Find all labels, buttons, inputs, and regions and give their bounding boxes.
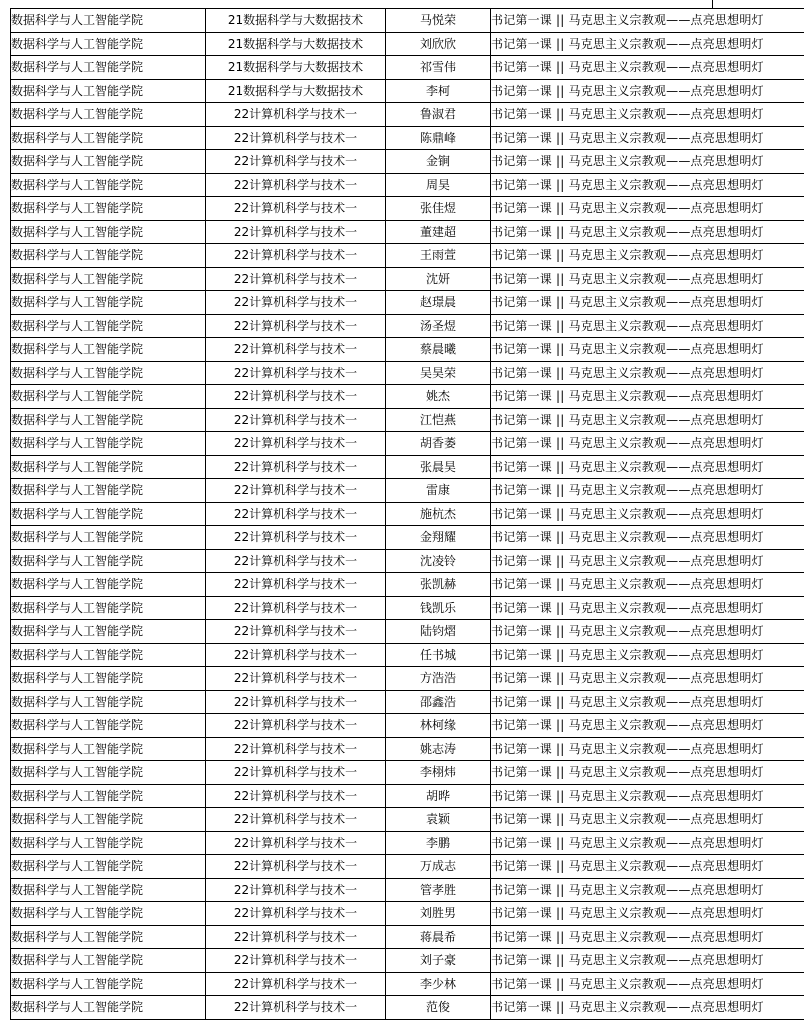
college-cell[interactable]: 数据科学与人工智能学院	[11, 831, 206, 855]
table-row	[11, 502, 804, 526]
class-cell[interactable]: 22计算机科学与技术一	[206, 502, 386, 526]
table-row	[11, 667, 804, 691]
table-row	[11, 549, 804, 573]
student-name-cell[interactable]: 陈鼎峰	[386, 126, 491, 150]
student-name-cell[interactable]: 王雨萱	[386, 244, 491, 268]
student-name-cell[interactable]: 张佳煜	[386, 197, 491, 221]
student-name-cell[interactable]: 张凯赫	[386, 573, 491, 597]
student-name-cell[interactable]: 金锏	[386, 150, 491, 174]
course-cell[interactable]: 书记第一课 || 马克思主义宗教观——点亮思想明灯	[491, 479, 804, 503]
course-cell[interactable]: 书记第一课 || 马克思主义宗教观——点亮思想明灯	[491, 972, 804, 996]
student-name-cell[interactable]: 姚杰	[386, 385, 491, 409]
class-cell[interactable]: 21数据科学与大数据技术	[206, 32, 386, 56]
table-row	[11, 620, 804, 644]
class-cell[interactable]: 22计算机科学与技术一	[206, 455, 386, 479]
class-cell[interactable]: 22计算机科学与技术一	[206, 479, 386, 503]
college-cell[interactable]: 数据科学与人工智能学院	[11, 667, 206, 691]
college-cell[interactable]: 数据科学与人工智能学院	[11, 9, 206, 33]
course-cell[interactable]: 书记第一课 || 马克思主义宗教观——点亮思想明灯	[491, 620, 804, 644]
course-cell[interactable]: 书记第一课 || 马克思主义宗教观——点亮思想明灯	[491, 596, 804, 620]
student-name-cell[interactable]: 方浩浩	[386, 667, 491, 691]
table-row	[11, 996, 804, 1020]
table-row	[11, 761, 804, 785]
class-cell[interactable]: 22计算机科学与技术一	[206, 784, 386, 808]
student-name-cell[interactable]: 沈凌铃	[386, 549, 491, 573]
class-cell[interactable]: 22计算机科学与技术一	[206, 620, 386, 644]
class-cell[interactable]: 22计算机科学与技术一	[206, 385, 386, 409]
college-cell[interactable]: 数据科学与人工智能学院	[11, 502, 206, 526]
course-cell[interactable]: 书记第一课 || 马克思主义宗教观——点亮思想明灯	[491, 361, 804, 385]
course-cell[interactable]: 书记第一课 || 马克思主义宗教观——点亮思想明灯	[491, 949, 804, 973]
course-cell[interactable]: 书记第一课 || 马克思主义宗教观——点亮思想明灯	[491, 643, 804, 667]
student-name-cell[interactable]: 任书城	[386, 643, 491, 667]
course-cell[interactable]: 书记第一课 || 马克思主义宗教观——点亮思想明灯	[491, 385, 804, 409]
course-cell[interactable]: 书记第一课 || 马克思主义宗教观——点亮思想明灯	[491, 220, 804, 244]
student-name-cell[interactable]: 胡香萎	[386, 432, 491, 456]
college-cell[interactable]: 数据科学与人工智能学院	[11, 267, 206, 291]
table-row	[11, 79, 804, 103]
class-cell[interactable]: 22计算机科学与技术一	[206, 150, 386, 174]
student-name-cell[interactable]: 陆钧熠	[386, 620, 491, 644]
table-row	[11, 103, 804, 127]
class-cell[interactable]: 22计算机科学与技术一	[206, 996, 386, 1020]
class-cell[interactable]: 22计算机科学与技术一	[206, 690, 386, 714]
college-cell[interactable]: 数据科学与人工智能学院	[11, 291, 206, 315]
course-cell[interactable]: 书记第一课 || 马克思主义宗教观——点亮思想明灯	[491, 902, 804, 926]
class-cell[interactable]: 22计算机科学与技术一	[206, 314, 386, 338]
table-row	[11, 972, 804, 996]
course-cell[interactable]: 书记第一课 || 马克思主义宗教观——点亮思想明灯	[491, 79, 804, 103]
class-cell[interactable]: 22计算机科学与技术一	[206, 126, 386, 150]
class-cell[interactable]: 22计算机科学与技术一	[206, 244, 386, 268]
course-cell[interactable]: 书记第一课 || 马克思主义宗教观——点亮思想明灯	[491, 761, 804, 785]
course-cell[interactable]: 书记第一课 || 马克思主义宗教观——点亮思想明灯	[491, 808, 804, 832]
student-name-cell[interactable]: 刘胜男	[386, 902, 491, 926]
class-cell[interactable]: 22计算机科学与技术一	[206, 220, 386, 244]
course-cell[interactable]: 书记第一课 || 马克思主义宗教观——点亮思想明灯	[491, 714, 804, 738]
course-cell[interactable]: 书记第一课 || 马克思主义宗教观——点亮思想明灯	[491, 56, 804, 80]
class-cell[interactable]: 22计算机科学与技术一	[206, 643, 386, 667]
student-name-cell[interactable]: 马悦荣	[386, 9, 491, 33]
class-cell[interactable]: 22计算机科学与技术一	[206, 878, 386, 902]
table-row	[11, 479, 804, 503]
table-row	[11, 267, 804, 291]
course-cell[interactable]: 书记第一课 || 马克思主义宗教观——点亮思想明灯	[491, 267, 804, 291]
class-cell[interactable]: 22计算机科学与技术一	[206, 902, 386, 926]
table-row	[11, 220, 804, 244]
table-row	[11, 361, 804, 385]
student-name-cell[interactable]: 袁颖	[386, 808, 491, 832]
college-cell[interactable]: 数据科学与人工智能学院	[11, 56, 206, 80]
course-cell[interactable]: 书记第一课 || 马克思主义宗教观——点亮思想明灯	[491, 831, 804, 855]
class-cell[interactable]: 22计算机科学与技术一	[206, 173, 386, 197]
student-name-cell[interactable]: 邵鑫浩	[386, 690, 491, 714]
class-cell[interactable]: 22计算机科学与技术一	[206, 925, 386, 949]
class-cell[interactable]: 22计算机科学与技术一	[206, 103, 386, 127]
table-row	[11, 573, 804, 597]
college-cell[interactable]: 数据科学与人工智能学院	[11, 620, 206, 644]
college-cell[interactable]: 数据科学与人工智能学院	[11, 408, 206, 432]
student-name-cell[interactable]: 周昊	[386, 173, 491, 197]
table-row	[11, 197, 804, 221]
college-cell[interactable]: 数据科学与人工智能学院	[11, 526, 206, 550]
class-cell[interactable]: 22计算机科学与技术一	[206, 549, 386, 573]
student-name-cell[interactable]: 李少林	[386, 972, 491, 996]
student-name-cell[interactable]: 李栩炜	[386, 761, 491, 785]
student-name-cell[interactable]: 林柯缘	[386, 714, 491, 738]
class-cell[interactable]: 22计算机科学与技术一	[206, 855, 386, 879]
course-cell[interactable]: 书记第一课 || 马克思主义宗教观——点亮思想明灯	[491, 573, 804, 597]
course-cell[interactable]: 书记第一课 || 马克思主义宗教观——点亮思想明灯	[491, 126, 804, 150]
student-name-cell[interactable]: 沈妍	[386, 267, 491, 291]
college-cell[interactable]: 数据科学与人工智能学院	[11, 714, 206, 738]
college-cell[interactable]: 数据科学与人工智能学院	[11, 432, 206, 456]
course-cell[interactable]: 书记第一课 || 马克思主义宗教观——点亮思想明灯	[491, 338, 804, 362]
table-row	[11, 784, 804, 808]
class-cell[interactable]: 22计算机科学与技术一	[206, 831, 386, 855]
college-cell[interactable]: 数据科学与人工智能学院	[11, 338, 206, 362]
college-cell[interactable]: 数据科学与人工智能学院	[11, 385, 206, 409]
college-cell[interactable]: 数据科学与人工智能学院	[11, 596, 206, 620]
class-cell[interactable]: 22计算机科学与技术一	[206, 408, 386, 432]
college-cell[interactable]: 数据科学与人工智能学院	[11, 314, 206, 338]
class-cell[interactable]: 22计算机科学与技术一	[206, 432, 386, 456]
college-cell[interactable]: 数据科学与人工智能学院	[11, 996, 206, 1020]
course-cell[interactable]: 书记第一课 || 马克思主义宗教观——点亮思想明灯	[491, 996, 804, 1020]
table-row	[11, 291, 804, 315]
college-cell[interactable]: 数据科学与人工智能学院	[11, 784, 206, 808]
student-name-cell[interactable]: 施杭杰	[386, 502, 491, 526]
student-name-cell[interactable]: 管孝胜	[386, 878, 491, 902]
table-row	[11, 385, 804, 409]
course-cell[interactable]: 书记第一课 || 马克思主义宗教观——点亮思想明灯	[491, 526, 804, 550]
table-row	[11, 596, 804, 620]
student-name-cell[interactable]: 董建超	[386, 220, 491, 244]
table-row	[11, 925, 804, 949]
student-name-cell[interactable]: 赵璟晨	[386, 291, 491, 315]
table-row	[11, 314, 804, 338]
course-cell[interactable]: 书记第一课 || 马克思主义宗教观——点亮思想明灯	[491, 502, 804, 526]
college-cell[interactable]: 数据科学与人工智能学院	[11, 690, 206, 714]
college-cell[interactable]: 数据科学与人工智能学院	[11, 32, 206, 56]
table-row	[11, 737, 804, 761]
student-name-cell[interactable]: 李鹏	[386, 831, 491, 855]
college-cell[interactable]: 数据科学与人工智能学院	[11, 220, 206, 244]
course-cell[interactable]: 书记第一课 || 马克思主义宗教观——点亮思想明灯	[491, 32, 804, 56]
class-cell[interactable]: 22计算机科学与技术一	[206, 761, 386, 785]
class-cell[interactable]: 22计算机科学与技术一	[206, 526, 386, 550]
class-cell[interactable]: 22计算机科学与技术一	[206, 267, 386, 291]
table-row	[11, 56, 804, 80]
college-cell[interactable]: 数据科学与人工智能学院	[11, 643, 206, 667]
class-cell[interactable]: 22计算机科学与技术一	[206, 714, 386, 738]
course-cell[interactable]: 书记第一课 || 马克思主义宗教观——点亮思想明灯	[491, 667, 804, 691]
class-cell[interactable]: 22计算机科学与技术一	[206, 737, 386, 761]
course-cell[interactable]: 书记第一课 || 马克思主义宗教观——点亮思想明灯	[491, 9, 804, 33]
course-cell[interactable]: 书记第一课 || 马克思主义宗教观——点亮思想明灯	[491, 925, 804, 949]
table-row	[11, 831, 804, 855]
college-cell[interactable]: 数据科学与人工智能学院	[11, 761, 206, 785]
student-name-cell[interactable]: 蒋晨希	[386, 925, 491, 949]
table-row	[11, 432, 804, 456]
college-cell[interactable]: 数据科学与人工智能学院	[11, 855, 206, 879]
course-cell[interactable]: 书记第一课 || 马克思主义宗教观——点亮思想明灯	[491, 737, 804, 761]
student-name-cell[interactable]: 蔡晨曦	[386, 338, 491, 362]
table-row	[11, 173, 804, 197]
class-cell[interactable]: 21数据科学与大数据技术	[206, 9, 386, 33]
college-cell[interactable]: 数据科学与人工智能学院	[11, 361, 206, 385]
college-cell[interactable]: 数据科学与人工智能学院	[11, 925, 206, 949]
table-row	[11, 714, 804, 738]
class-cell[interactable]: 22计算机科学与技术一	[206, 667, 386, 691]
table-row	[11, 855, 804, 879]
student-name-cell[interactable]: 万成志	[386, 855, 491, 879]
college-cell[interactable]: 数据科学与人工智能学院	[11, 126, 206, 150]
college-cell[interactable]: 数据科学与人工智能学院	[11, 549, 206, 573]
table-row	[11, 338, 804, 362]
college-cell[interactable]: 数据科学与人工智能学院	[11, 79, 206, 103]
class-cell[interactable]: 22计算机科学与技术一	[206, 573, 386, 597]
table-row	[11, 126, 804, 150]
course-cell[interactable]: 书记第一课 || 马克思主义宗教观——点亮思想明灯	[491, 432, 804, 456]
student-name-cell[interactable]: 江恺燕	[386, 408, 491, 432]
course-cell[interactable]: 书记第一课 || 马克思主义宗教观——点亮思想明灯	[491, 103, 804, 127]
student-name-cell[interactable]: 金翔耀	[386, 526, 491, 550]
student-name-cell[interactable]: 吴昊荣	[386, 361, 491, 385]
table-row	[11, 902, 804, 926]
college-cell[interactable]: 数据科学与人工智能学院	[11, 737, 206, 761]
class-cell[interactable]: 22计算机科学与技术一	[206, 291, 386, 315]
class-cell[interactable]: 21数据科学与大数据技术	[206, 79, 386, 103]
class-cell[interactable]: 22计算机科学与技术一	[206, 972, 386, 996]
college-cell[interactable]: 数据科学与人工智能学院	[11, 455, 206, 479]
student-name-cell[interactable]: 鲁淑君	[386, 103, 491, 127]
college-cell[interactable]: 数据科学与人工智能学院	[11, 972, 206, 996]
college-cell[interactable]: 数据科学与人工智能学院	[11, 173, 206, 197]
course-cell[interactable]: 书记第一课 || 马克思主义宗教观——点亮思想明灯	[491, 690, 804, 714]
student-name-cell[interactable]: 汤圣煜	[386, 314, 491, 338]
college-cell[interactable]: 数据科学与人工智能学院	[11, 197, 206, 221]
student-name-cell[interactable]: 刘欣欣	[386, 32, 491, 56]
course-cell[interactable]: 书记第一课 || 马克思主义宗教观——点亮思想明灯	[491, 549, 804, 573]
college-cell[interactable]: 数据科学与人工智能学院	[11, 949, 206, 973]
college-cell[interactable]: 数据科学与人工智能学院	[11, 150, 206, 174]
student-name-cell[interactable]: 范俊	[386, 996, 491, 1020]
course-cell[interactable]: 书记第一课 || 马克思主义宗教观——点亮思想明灯	[491, 173, 804, 197]
course-cell[interactable]: 书记第一课 || 马克思主义宗教观——点亮思想明灯	[491, 878, 804, 902]
student-name-cell[interactable]: 姚志涛	[386, 737, 491, 761]
class-cell[interactable]: 22计算机科学与技术一	[206, 949, 386, 973]
student-name-cell[interactable]: 张晨昊	[386, 455, 491, 479]
college-cell[interactable]: 数据科学与人工智能学院	[11, 573, 206, 597]
college-cell[interactable]: 数据科学与人工智能学院	[11, 878, 206, 902]
table-row	[11, 949, 804, 973]
table-row	[11, 455, 804, 479]
class-cell[interactable]: 22计算机科学与技术一	[206, 338, 386, 362]
class-cell[interactable]: 22计算机科学与技术一	[206, 361, 386, 385]
table-row	[11, 808, 804, 832]
table-row	[11, 244, 804, 268]
student-name-cell[interactable]: 胡晔	[386, 784, 491, 808]
table-row	[11, 878, 804, 902]
table-row	[11, 150, 804, 174]
student-name-cell[interactable]: 李柯	[386, 79, 491, 103]
table-row	[11, 643, 804, 667]
table-row	[11, 526, 804, 550]
course-cell[interactable]: 书记第一课 || 马克思主义宗教观——点亮思想明灯	[491, 314, 804, 338]
student-name-cell[interactable]: 祁雪伟	[386, 56, 491, 80]
course-cell[interactable]: 书记第一课 || 马克思主义宗教观——点亮思想明灯	[491, 855, 804, 879]
top-border-segment	[712, 0, 713, 8]
course-cell[interactable]: 书记第一课 || 马克思主义宗教观——点亮思想明灯	[491, 408, 804, 432]
class-cell[interactable]: 21数据科学与大数据技术	[206, 56, 386, 80]
class-cell[interactable]: 22计算机科学与技术一	[206, 596, 386, 620]
course-cell[interactable]: 书记第一课 || 马克思主义宗教观——点亮思想明灯	[491, 197, 804, 221]
college-cell[interactable]: 数据科学与人工智能学院	[11, 808, 206, 832]
course-cell[interactable]: 书记第一课 || 马克思主义宗教观——点亮思想明灯	[491, 291, 804, 315]
college-cell[interactable]: 数据科学与人工智能学院	[11, 479, 206, 503]
student-name-cell[interactable]: 钱凯乐	[386, 596, 491, 620]
table-row	[11, 9, 804, 33]
college-cell[interactable]: 数据科学与人工智能学院	[11, 902, 206, 926]
course-cell[interactable]: 书记第一课 || 马克思主义宗教观——点亮思想明灯	[491, 150, 804, 174]
college-cell[interactable]: 数据科学与人工智能学院	[11, 103, 206, 127]
class-cell[interactable]: 22计算机科学与技术一	[206, 808, 386, 832]
table-row	[11, 32, 804, 56]
course-cell[interactable]: 书记第一课 || 马克思主义宗教观——点亮思想明灯	[491, 455, 804, 479]
course-cell[interactable]: 书记第一课 || 马克思主义宗教观——点亮思想明灯	[491, 244, 804, 268]
student-name-cell[interactable]: 雷康	[386, 479, 491, 503]
table-row	[11, 690, 804, 714]
table-body	[11, 9, 804, 1020]
course-cell[interactable]: 书记第一课 || 马克思主义宗教观——点亮思想明灯	[491, 784, 804, 808]
table-row	[11, 408, 804, 432]
class-cell[interactable]: 22计算机科学与技术一	[206, 197, 386, 221]
college-cell[interactable]: 数据科学与人工智能学院	[11, 244, 206, 268]
attendance-table	[10, 8, 804, 1020]
student-name-cell[interactable]: 刘子豪	[386, 949, 491, 973]
